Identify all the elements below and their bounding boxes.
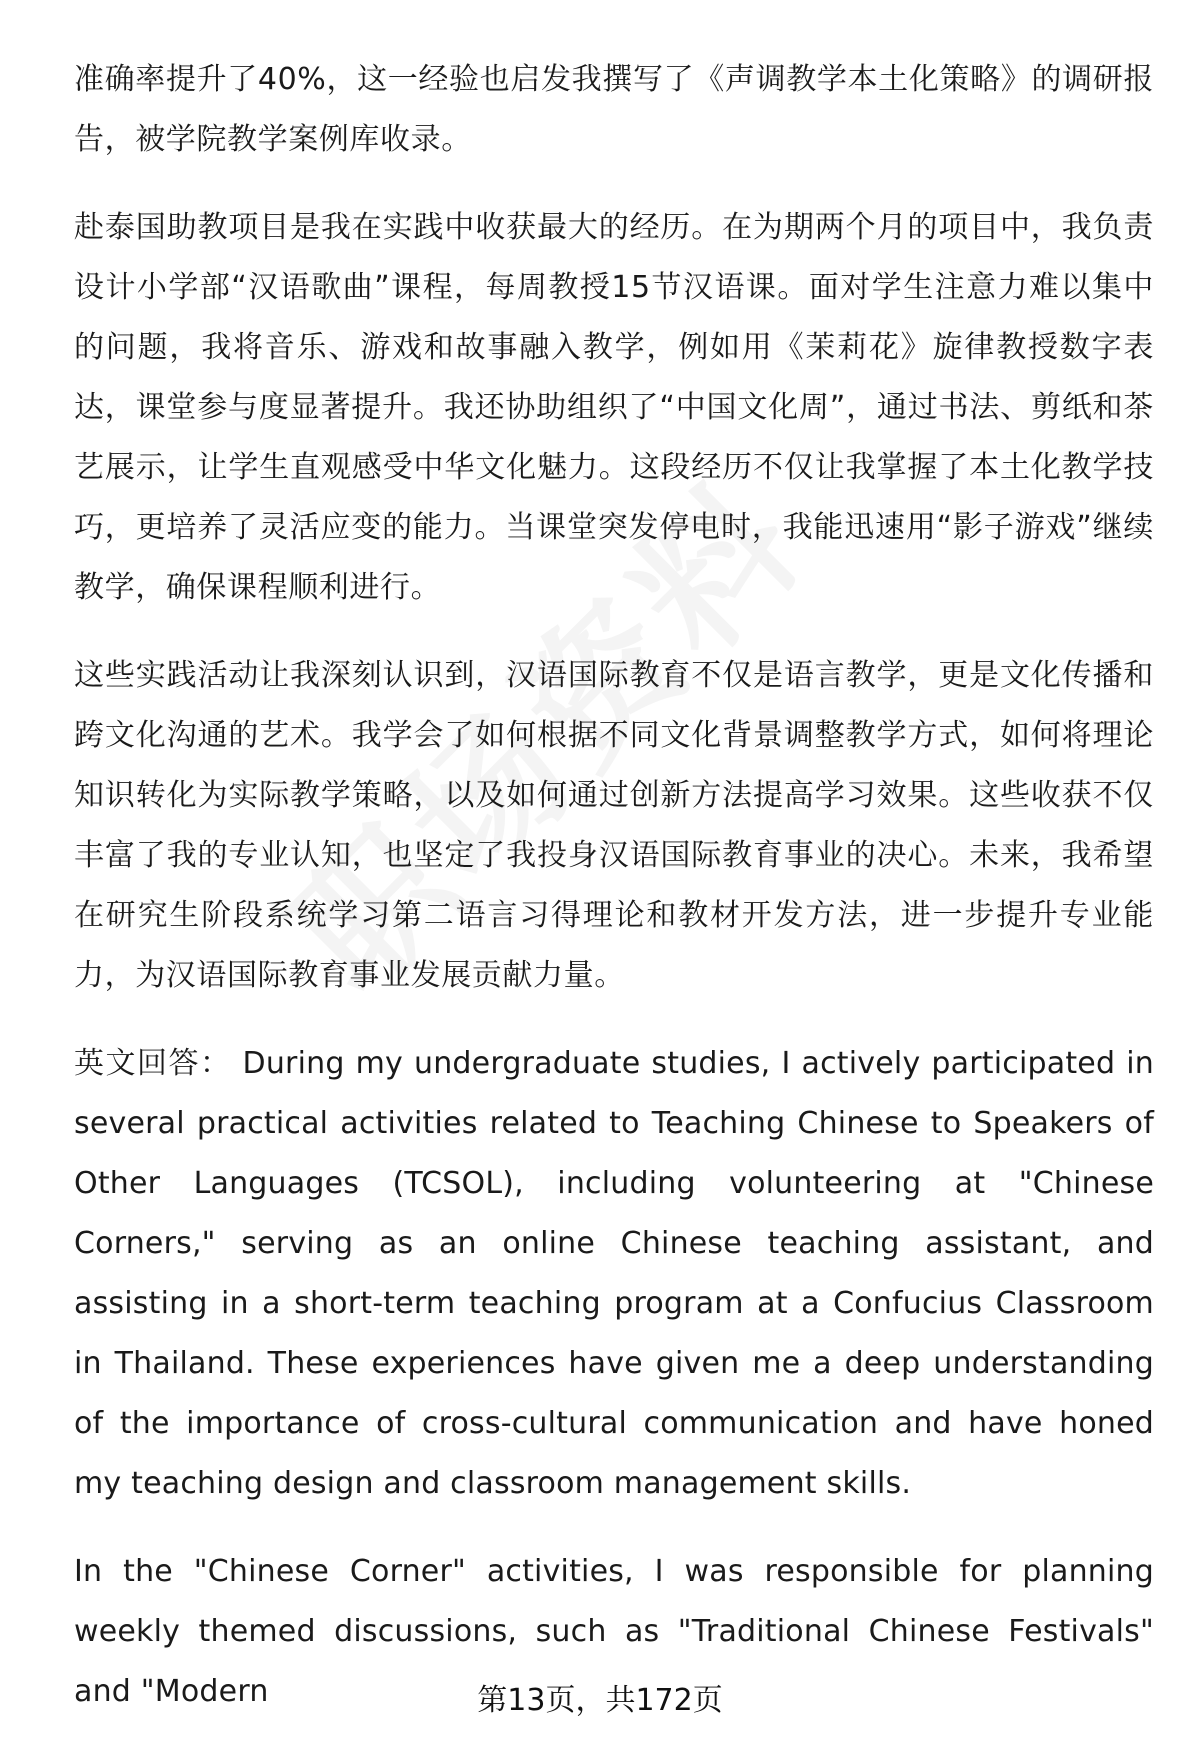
paragraph-3: 这些实践活动让我深刻认识到，汉语国际教育不仅是语言教学，更是文化传播和跨文化沟通的艺术。我学会了如何根据不同文化背景调整教学方式，如何将理论知识转化为实际教学策略，以及如何通过创新方法提高学习效果。这些收获不仅丰富了我的专业认知，也坚定了我投身汉语国际教育事业的决心。未来，我希望在研究生阶段系统学习第二语言习得理论和教材开发方法，进一步提升专业能力，为汉语国际教育事业发展贡献力量。 bbox=[74, 658, 1154, 993]
paragraph-2: 赴泰国助教项目是我在实践中收获最大的经历。在为期两个月的项目中，我负责设计小学部“汉语歌曲”课程，每周教授15节汉语课。面对学生注意力难以集中的问题，我将音乐、游戏和故事融入教学，例如用《茉莉花》旋律教授数字表达，课堂参与度显著提升。我还协助组织了“中国文化周”，通过书法、剪纸和茶艺展示，让学生直观感受中华文化魅力。这段经历不仅让我掌握了本土化教学技巧，更培养了灵活应变的能力。当课堂突发停电时，我能迅速用“影子游戏”继续教学，确保课程顺利进行。 bbox=[74, 210, 1154, 605]
paragraph-english-answer: 英文回答： During my undergraduate studies, I actively participated in several practical activities related to Teaching Chinese to Speakers of Other Languages (TCSOL), including volunteering at "Chinese Corners," serving as an online Chinese teaching assistant, and assisting in a short-term teaching program at a Confucius Classroom in Thailand. These experiences have given me a deep understanding of the importance of cross-cultural communication and have honed my teaching design and classroom management skills. bbox=[74, 1046, 1154, 1501]
paragraph-1: 准确率提升了40%，这一经验也启发我撰写了《声调教学本土化策略》的调研报告，被学院教学案例库收录。 bbox=[74, 62, 1154, 157]
document-body bbox=[74, 50, 1154, 1722]
paragraph-chinese-corner: In the "Chinese Corner" activities, I was responsible for planning weekly themed discussions, such as "Traditional Chinese Festivals" and "Modern bbox=[74, 1554, 1154, 1709]
page-number: 第13页，共172页 bbox=[477, 1683, 723, 1718]
